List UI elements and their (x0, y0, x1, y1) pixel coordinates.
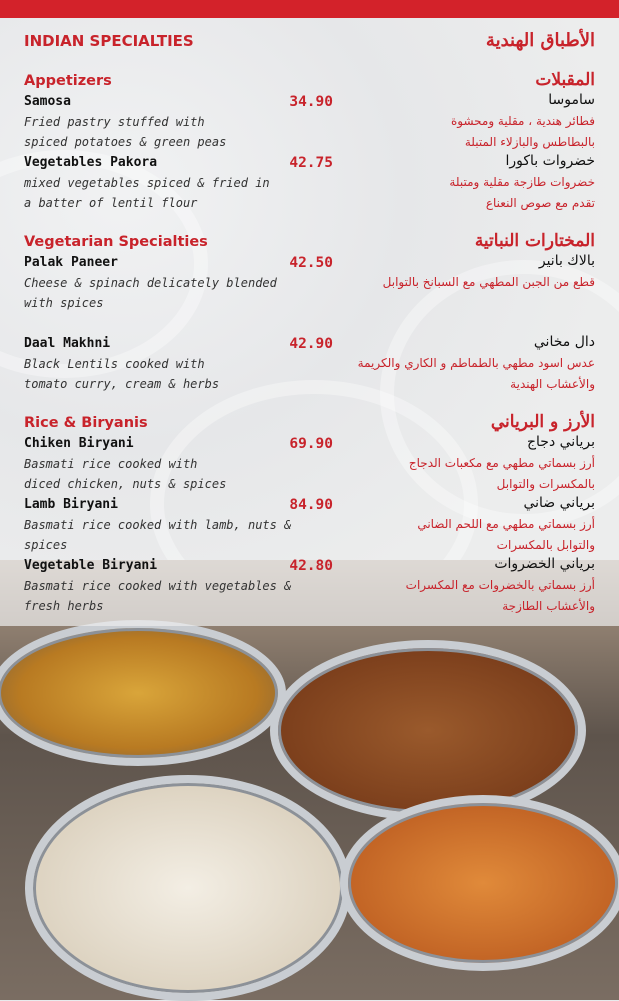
item-description-arabic: أرز بسماتي مطهي مع اللحم الضاني (417, 517, 595, 531)
item-description-arabic: والأعشاب الطازجة (502, 599, 595, 613)
item-name: Lamb Biryani (24, 497, 118, 512)
item-description: Fried pastry stuffed with (24, 115, 205, 129)
item-description: Basmati rice cooked with vegetables & (24, 579, 292, 593)
item-name: Vegetables Pakora (24, 155, 158, 170)
top-bar (0, 0, 619, 18)
item-price: 34.90 (289, 94, 333, 110)
item-description-arabic: والأعشاب الهندية (510, 377, 595, 391)
item-description-arabic: بالبطاطس والبازلاء المتبلة (464, 135, 595, 149)
item-price: 42.75 (289, 155, 333, 171)
item-description-arabic: فطائر هندية ، مقلية ومحشوة (450, 114, 595, 128)
item-name: Chiken Biryani (24, 436, 134, 451)
item-price: 42.90 (289, 336, 333, 352)
item-description-arabic: تقدم مع صوص النعناع (485, 196, 595, 210)
item-description-arabic: أرز بسماتي بالخضروات مع المكسرات (405, 578, 595, 592)
item-description-arabic: قطع من الجبن المطهي مع السبانخ بالتوابل (382, 275, 595, 289)
item-description: fresh herbs (24, 599, 104, 613)
section-heading: Appetizers (24, 73, 112, 89)
item-description: spices (24, 538, 68, 552)
item-description: a batter of lentil flour (24, 196, 198, 210)
item-name-arabic: خضروات باكورا (505, 153, 595, 169)
item-description: tomato curry, cream & herbs (24, 377, 220, 391)
item-name: Samosa (24, 94, 71, 109)
item-name-arabic: برياني دجاج (527, 434, 595, 450)
section-heading: Vegetarian Specialties (24, 234, 208, 250)
item-description: Basmati rice cooked with (24, 457, 198, 471)
item-description: diced chicken, nuts & spices (24, 477, 227, 491)
item-name: Vegetable Biryani (24, 558, 158, 573)
item-name-arabic: برياني ضاني (523, 495, 595, 511)
item-description-arabic: أرز بسماتي مطهي مع مكعبات الدجاج (408, 456, 595, 470)
item-description-arabic: والتوابل بالمكسرات (496, 538, 595, 552)
item-price: 42.50 (289, 255, 333, 271)
item-price: 84.90 (289, 497, 333, 513)
item-name-arabic: برياني الخضروات (494, 556, 595, 572)
item-name-arabic: بالاك بانير (538, 253, 595, 269)
item-name-arabic: دال مخاني (533, 334, 595, 350)
item-price: 42.80 (289, 558, 333, 574)
section-heading-arabic: المختارات النباتية (474, 231, 595, 251)
section-heading-arabic: المقبلات (535, 70, 595, 90)
section-heading: Rice & Biryanis (24, 415, 148, 431)
item-description-arabic: بالمكسرات والتوابل (496, 477, 595, 491)
item-description: spiced potatoes & green peas (24, 135, 227, 149)
item-name-arabic: ساموسا (548, 92, 595, 108)
item-description: with spices (24, 296, 104, 310)
item-description-arabic: عدس اسود مطهي بالطماطم و الكاري والكريمة (357, 356, 595, 370)
food-photo (0, 560, 619, 1000)
page-title: INDIAN SPECIALTIES (24, 32, 194, 50)
page-title-arabic: الأطباق الهندية (485, 30, 595, 51)
item-name: Daal Makhni (24, 336, 111, 351)
item-description: Black Lentils cooked with (24, 357, 205, 371)
item-price: 69.90 (289, 436, 333, 452)
item-name: Palak Paneer (24, 255, 118, 270)
item-description: mixed vegetables spiced & fried in (24, 176, 270, 190)
item-description: Cheese & spinach delicately blended (24, 276, 277, 290)
item-description-arabic: خضروات طازجة مقلية ومتبلة (449, 175, 595, 189)
section-heading-arabic: الأرز و البرياني (490, 412, 595, 432)
item-description: Basmati rice cooked with lamb, nuts & (24, 518, 292, 532)
